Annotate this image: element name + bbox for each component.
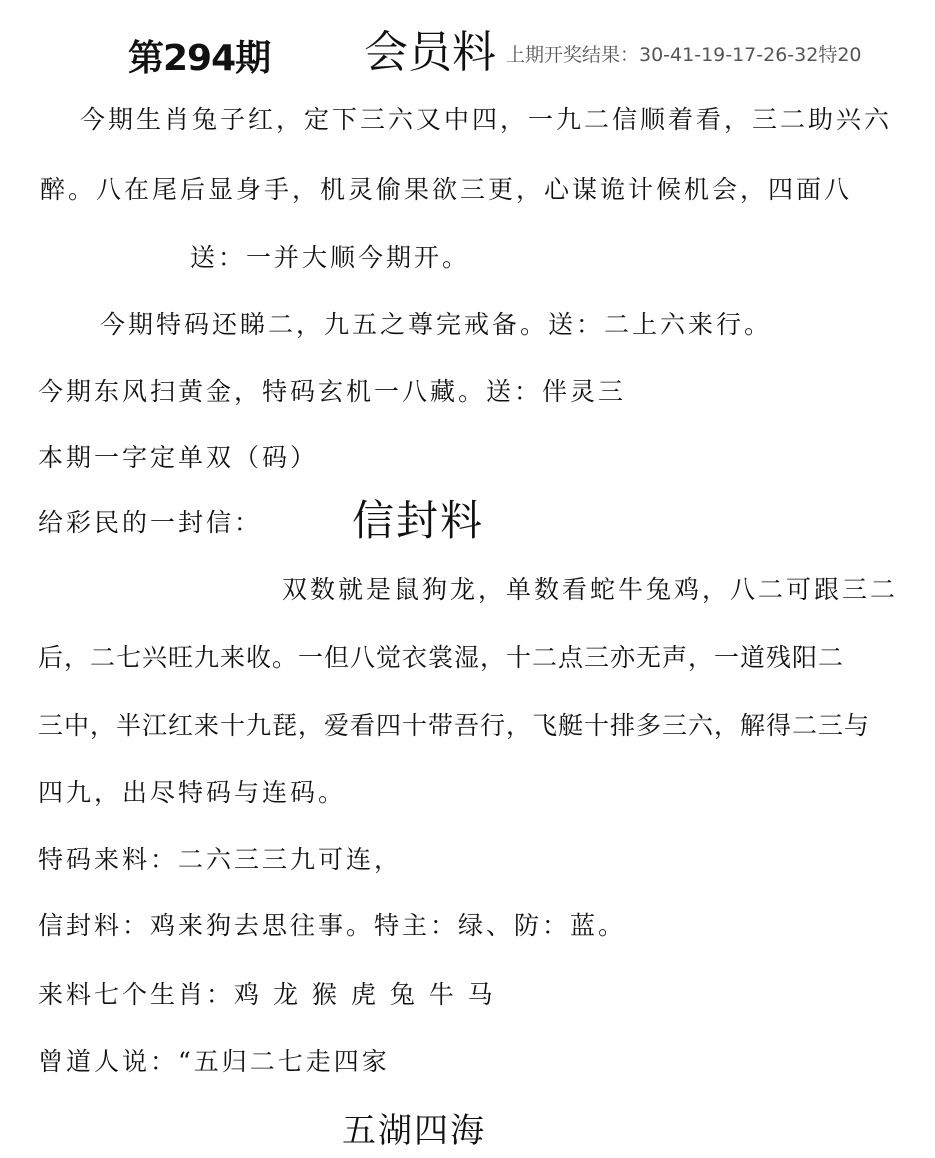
text-line: 今期生肖兔子红，定下三六又中四，一九二信顺着看，三二助兴六 [80,105,893,134]
text-line: 今期特码还睇二，九五之尊完戒备。送：二上六来行。 [100,310,773,339]
page-title: 会员料 [364,27,496,78]
text-line: 信封料：鸡来狗去思往事。特主：绿、防：蓝。 [38,911,627,940]
last-draw-result: 上期开奖结果：30-41-19-17-26-32特20 [506,44,862,66]
text-line: 本期一字定单双（码） [38,443,319,472]
text-line: 三中，半江红来十九琵，爱看四十带吾行，飞艇十排多三六，解得二三与 [38,711,871,740]
footer-title: 五湖四海 [342,1111,486,1151]
letter-label: 给彩民的一封信： [38,508,263,537]
text-line: 来料七个生肖：鸡 龙 猴 虎 兔 牛 马 [38,980,496,1009]
text-line: 特码来料：二六三三九可连， [38,845,403,874]
text-line: 今期东风扫黄金，特码玄机一八藏。送：伴灵三 [38,377,627,406]
text-line: 后，二七兴旺九来收。一但八觉衣裳湿，十二点三亦无声，一道残阳二 [38,643,845,672]
letter-title: 信封料 [352,496,485,545]
text-line: 曾道人说：“五归二七走四家 [38,1047,390,1076]
text-line: 双数就是鼠狗龙，单数看蛇牛兔鸡，八二可跟三二 [282,575,899,604]
text-line: 送：一并大顺今期开。 [190,243,471,272]
text-line: 四九，出尽特码与连码。 [38,778,347,807]
issue-number: 第294期 [128,38,271,79]
text-line: 醉。八在尾后显身手，机灵偷果欲三更，心谋诡计候机会，四面八 [40,175,853,204]
